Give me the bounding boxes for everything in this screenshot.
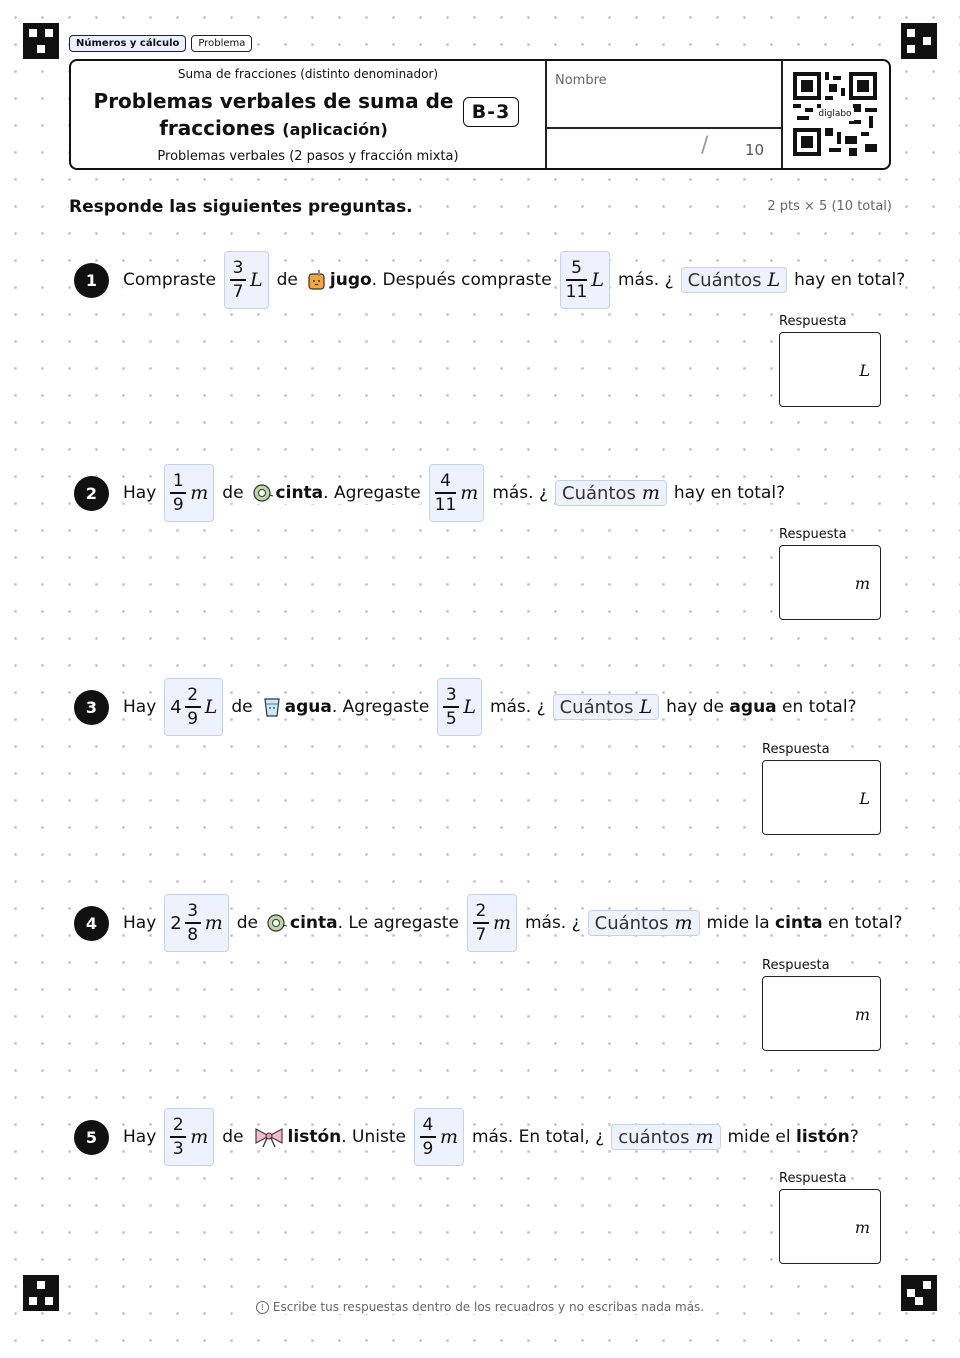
fraction: $\frac{5}{11}$ — [565, 258, 588, 302]
tape-roll-icon — [252, 482, 274, 504]
question-number: 2 — [74, 476, 109, 511]
worksheet-code: B-3 — [463, 97, 519, 127]
points-info: 2 pts × 5 (10 total) — [767, 199, 892, 214]
answer-unit: L — [859, 361, 870, 380]
answer-label: Respuesta — [762, 742, 830, 757]
question-text: mide la cinta en total? — [706, 913, 903, 933]
question-1 — [74, 250, 909, 310]
answer-box-1[interactable] — [779, 332, 881, 407]
item-label: jugo. Después compraste — [306, 269, 552, 291]
question-text: más. ¿ — [489, 697, 546, 717]
answer-label: Respuesta — [762, 958, 830, 973]
question-chip: Cuántos m — [555, 480, 667, 506]
header-title — [71, 88, 476, 143]
fraction: $\frac{3}{5}$ — [443, 684, 459, 730]
answer-box-4[interactable] — [762, 976, 881, 1051]
question-text: Compraste — [123, 270, 217, 290]
unit-label: L — [204, 696, 218, 718]
title-small: (aplicación) — [282, 120, 388, 139]
divider — [545, 61, 547, 168]
question-chip: Cuántos L — [681, 267, 788, 293]
tag-type: Problema — [191, 35, 252, 52]
fraction: $\frac{2}{7}$ — [473, 900, 489, 946]
unit-label: L — [591, 269, 604, 291]
divider — [545, 127, 781, 129]
question-text: más. ¿ — [617, 270, 674, 290]
answer-unit: L — [859, 789, 870, 808]
question-5 — [74, 1107, 863, 1167]
fraction: $\frac{2}{3}$ — [170, 1114, 186, 1160]
question-3 — [74, 677, 861, 737]
fraction-box — [164, 678, 223, 736]
fraction-box — [467, 894, 517, 952]
unit-label: L — [463, 696, 476, 718]
question-text: más. ¿ — [492, 483, 548, 503]
worksheet-header — [69, 59, 891, 170]
question-text: más. En total, ¿ — [472, 1127, 605, 1147]
header-footer: Problemas verbales (2 pasos y fracción mixta) — [157, 149, 459, 164]
question-text: de — [236, 913, 258, 933]
corner-marker-top-left — [23, 23, 59, 59]
item-label: listón. Uniste — [252, 1126, 406, 1148]
water-glass-icon — [261, 696, 283, 718]
question-number: 3 — [74, 690, 109, 725]
item-label: cinta. Agregaste — [252, 482, 421, 504]
question-text: de — [222, 1127, 244, 1147]
question-text: más. ¿ — [524, 913, 581, 933]
instructions: Responde las siguientes preguntas. — [69, 197, 413, 217]
question-text: de — [276, 270, 298, 290]
title-line-1: Problemas verbales de suma de — [93, 89, 454, 113]
fraction: $\frac{3}{8}$ — [185, 900, 201, 946]
question-number: 5 — [74, 1120, 109, 1155]
ribbon-bow-icon — [252, 1126, 286, 1148]
juice-box-icon — [306, 269, 328, 291]
question-number: 1 — [74, 263, 109, 298]
fraction-box — [164, 894, 228, 952]
question-chip: cuántos m — [611, 1124, 720, 1150]
tag-subject: Números y cálculo — [69, 35, 186, 52]
unit-label: m — [492, 912, 511, 934]
qr-code-icon — [793, 72, 877, 156]
answer-unit: m — [854, 1005, 870, 1024]
question-text: Hay — [123, 913, 157, 933]
fraction-box — [429, 464, 485, 522]
answer-label: Respuesta — [779, 314, 847, 329]
question-text: de — [231, 697, 253, 717]
fraction: $\frac{2}{9}$ — [185, 684, 201, 730]
unit-label: m — [204, 912, 223, 934]
fraction-box — [414, 1108, 464, 1166]
question-text: hay en total? — [794, 270, 906, 290]
question-4 — [74, 893, 907, 953]
answer-box-5[interactable] — [779, 1189, 881, 1264]
question-text: hay en total? — [673, 483, 786, 503]
alert-icon: ! — [256, 1301, 269, 1314]
item-label: cinta. Le agregaste — [266, 912, 459, 934]
fraction: $\frac{4}{11}$ — [434, 471, 457, 515]
tape-roll-icon — [266, 912, 288, 934]
unit-label: L — [250, 269, 263, 291]
question-text: Hay — [123, 483, 157, 503]
answer-label: Respuesta — [779, 1171, 847, 1186]
qr-label: diglabo — [816, 108, 854, 121]
unit-label: m — [439, 1126, 458, 1148]
divider — [781, 61, 783, 168]
item-label: agua. Agregaste — [261, 696, 430, 718]
answer-unit: m — [854, 574, 870, 593]
unit-label: m — [190, 482, 209, 504]
score-total: 10 — [745, 141, 765, 159]
fraction-box — [437, 678, 482, 736]
name-field-label: Nombre — [555, 73, 607, 88]
answer-unit: m — [854, 1218, 870, 1237]
footer-note — [0, 1300, 960, 1314]
question-text: Hay — [123, 697, 157, 717]
fraction-box — [164, 464, 214, 522]
fraction-box — [560, 251, 610, 309]
answer-box-3[interactable] — [762, 760, 881, 835]
fraction-box — [164, 1108, 214, 1166]
question-text: de — [222, 483, 244, 503]
header-subtitle: Suma de fracciones (distinto denominador) — [177, 67, 439, 81]
question-text: hay de agua en total? — [666, 697, 857, 717]
question-number: 4 — [74, 906, 109, 941]
answer-box-2[interactable] — [779, 545, 881, 620]
answer-label: Respuesta — [779, 527, 847, 542]
whole-number: 4 — [170, 696, 182, 718]
fraction: $\frac{3}{7}$ — [230, 257, 246, 303]
unit-label: m — [190, 1126, 209, 1148]
fraction-box — [224, 251, 269, 309]
question-text: mide el listón? — [727, 1127, 859, 1147]
question-chip: Cuántos L — [553, 694, 660, 720]
whole-number: 2 — [170, 912, 182, 934]
title-line-2: fracciones — [159, 116, 276, 140]
tag-row — [69, 35, 252, 52]
footer-text: Escribe tus respuestas dentro de los recuadros y no escribas nada más. — [272, 1300, 705, 1314]
score-slash: / — [701, 133, 709, 158]
fraction: $\frac{4}{9}$ — [420, 1114, 436, 1160]
question-chip: Cuántos m — [588, 910, 700, 936]
question-2 — [74, 463, 789, 523]
question-text: Hay — [123, 1127, 157, 1147]
fraction: $\frac{1}{9}$ — [170, 470, 186, 516]
corner-marker-top-right — [901, 23, 937, 59]
unit-label: m — [460, 482, 479, 504]
